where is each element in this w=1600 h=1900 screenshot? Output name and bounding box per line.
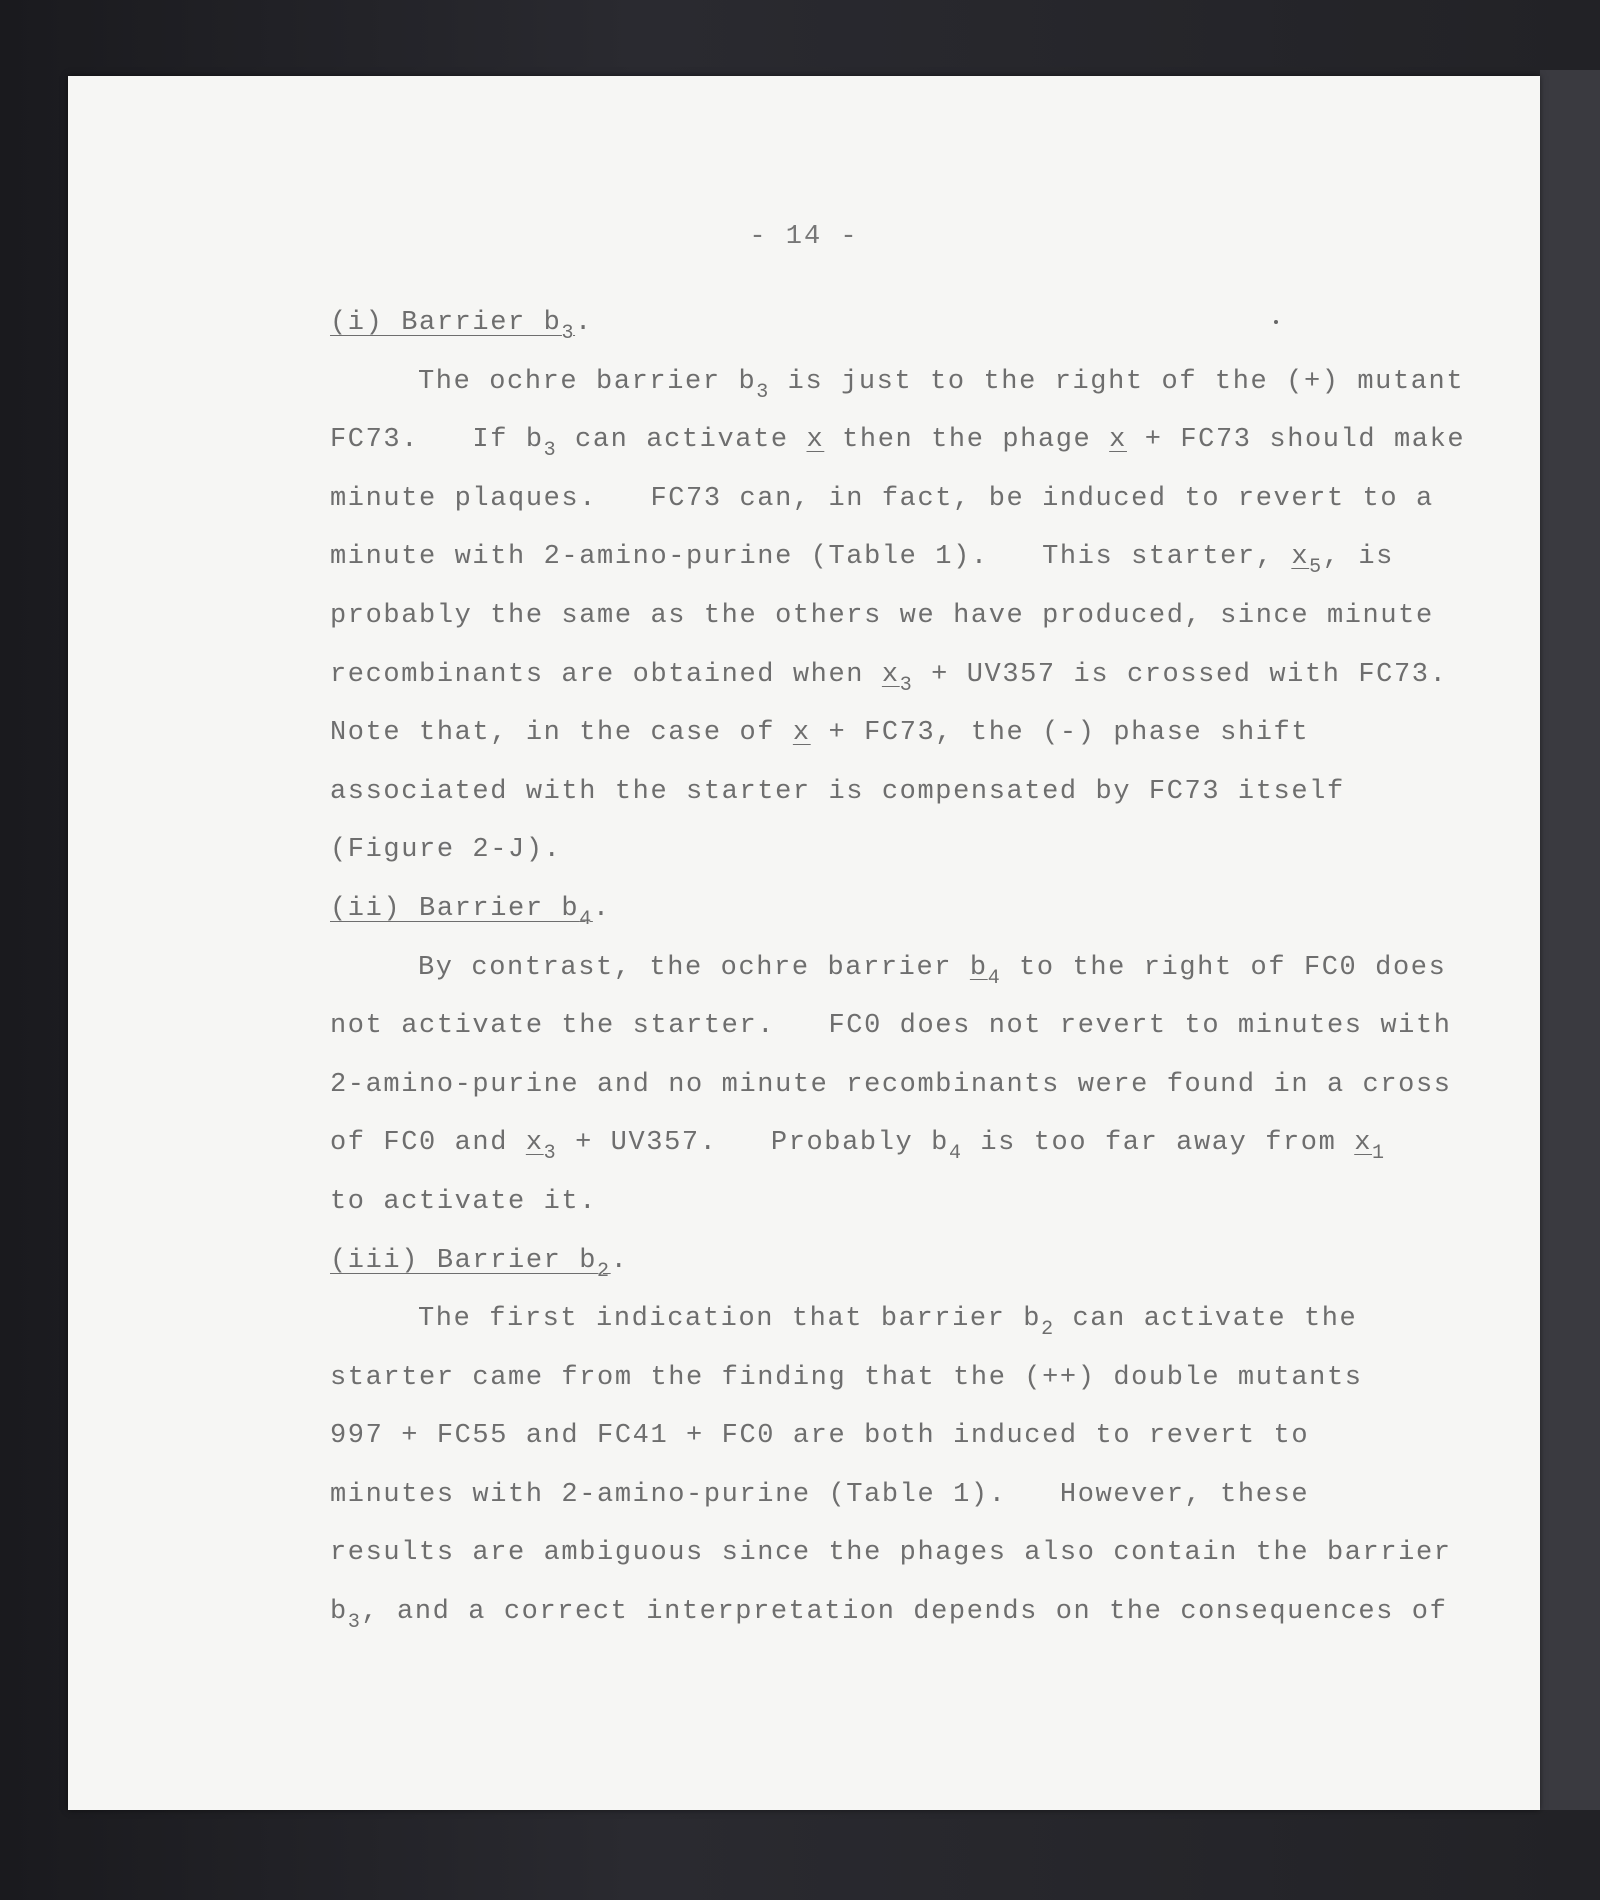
paragraph-line: to activate it. — [330, 1186, 598, 1217]
paragraph-line: 997 + FC55 and FC41 + FC0 are both induced to revert to — [330, 1421, 1310, 1452]
paragraph-line: 2-amino-purine and no minute recombinants were found in a cross — [330, 1069, 1452, 1100]
document-page — [68, 76, 1540, 1810]
binder-edge — [1540, 70, 1600, 1810]
paragraph-line: minutes with 2-amino-purine (Table 1). However, these — [330, 1479, 1310, 1510]
paragraph-line: of FC0 and $x_3 + UV357$. Probably $b_4$ is too far away from $x_1$ — [330, 1128, 1386, 1166]
paragraph-line: Note that, in the case of x + FC73, the (-) phase shift — [330, 718, 1310, 749]
paragraph-line: $b_3$, and a correct interpretation depends on the consequences of — [330, 1597, 1448, 1635]
paragraph-line: starter came from the finding that the (++) double mutants — [330, 1362, 1363, 1393]
paragraph-line: probably the same as the others we have produced, since minute — [330, 600, 1434, 631]
paragraph-line: The first indication that barrier $b_2$ can activate the — [418, 1304, 1358, 1342]
section-heading-ii: (ii) Barrier $b_4$. — [330, 893, 611, 931]
paragraph-line: not activate the starter. FC0 does not revert to minutes with — [330, 1011, 1452, 1042]
paragraph-line: associated with the starter is compensated by FC73 itself — [330, 776, 1345, 807]
section-heading-iii: (iii) Barrier $b_2$. — [330, 1245, 629, 1283]
section-heading-i: (i) Barrier $b_3$. — [330, 308, 593, 345]
paragraph-line: minute with 2-amino-purine (Table 1). This starter, $x_5$, is — [330, 542, 1394, 580]
paragraph-line: recombinants are obtained when $x_3 + UV357$ is crossed with FC73. — [330, 659, 1448, 697]
paragraph-line: FC73. If $b_3$ can activate x then the phage x + FC73 should make — [330, 425, 1466, 463]
page-number: - 14 - — [749, 222, 859, 252]
paragraph-line: (Figure 2-J). — [330, 835, 562, 866]
page-body — [330, 294, 1500, 1642]
paragraph-line: minute plaques. FC73 can, in fact, be induced to revert to a — [330, 483, 1434, 514]
paragraph-line: By contrast, the ochre barrier $b_4$ to the right of FC0 does — [418, 952, 1447, 990]
paragraph-line: results are ambiguous since the phages also contain the barrier — [330, 1538, 1452, 1569]
paragraph-line: The ochre barrier $b_3$ is just to the right of the (+) mutant — [418, 366, 1465, 404]
